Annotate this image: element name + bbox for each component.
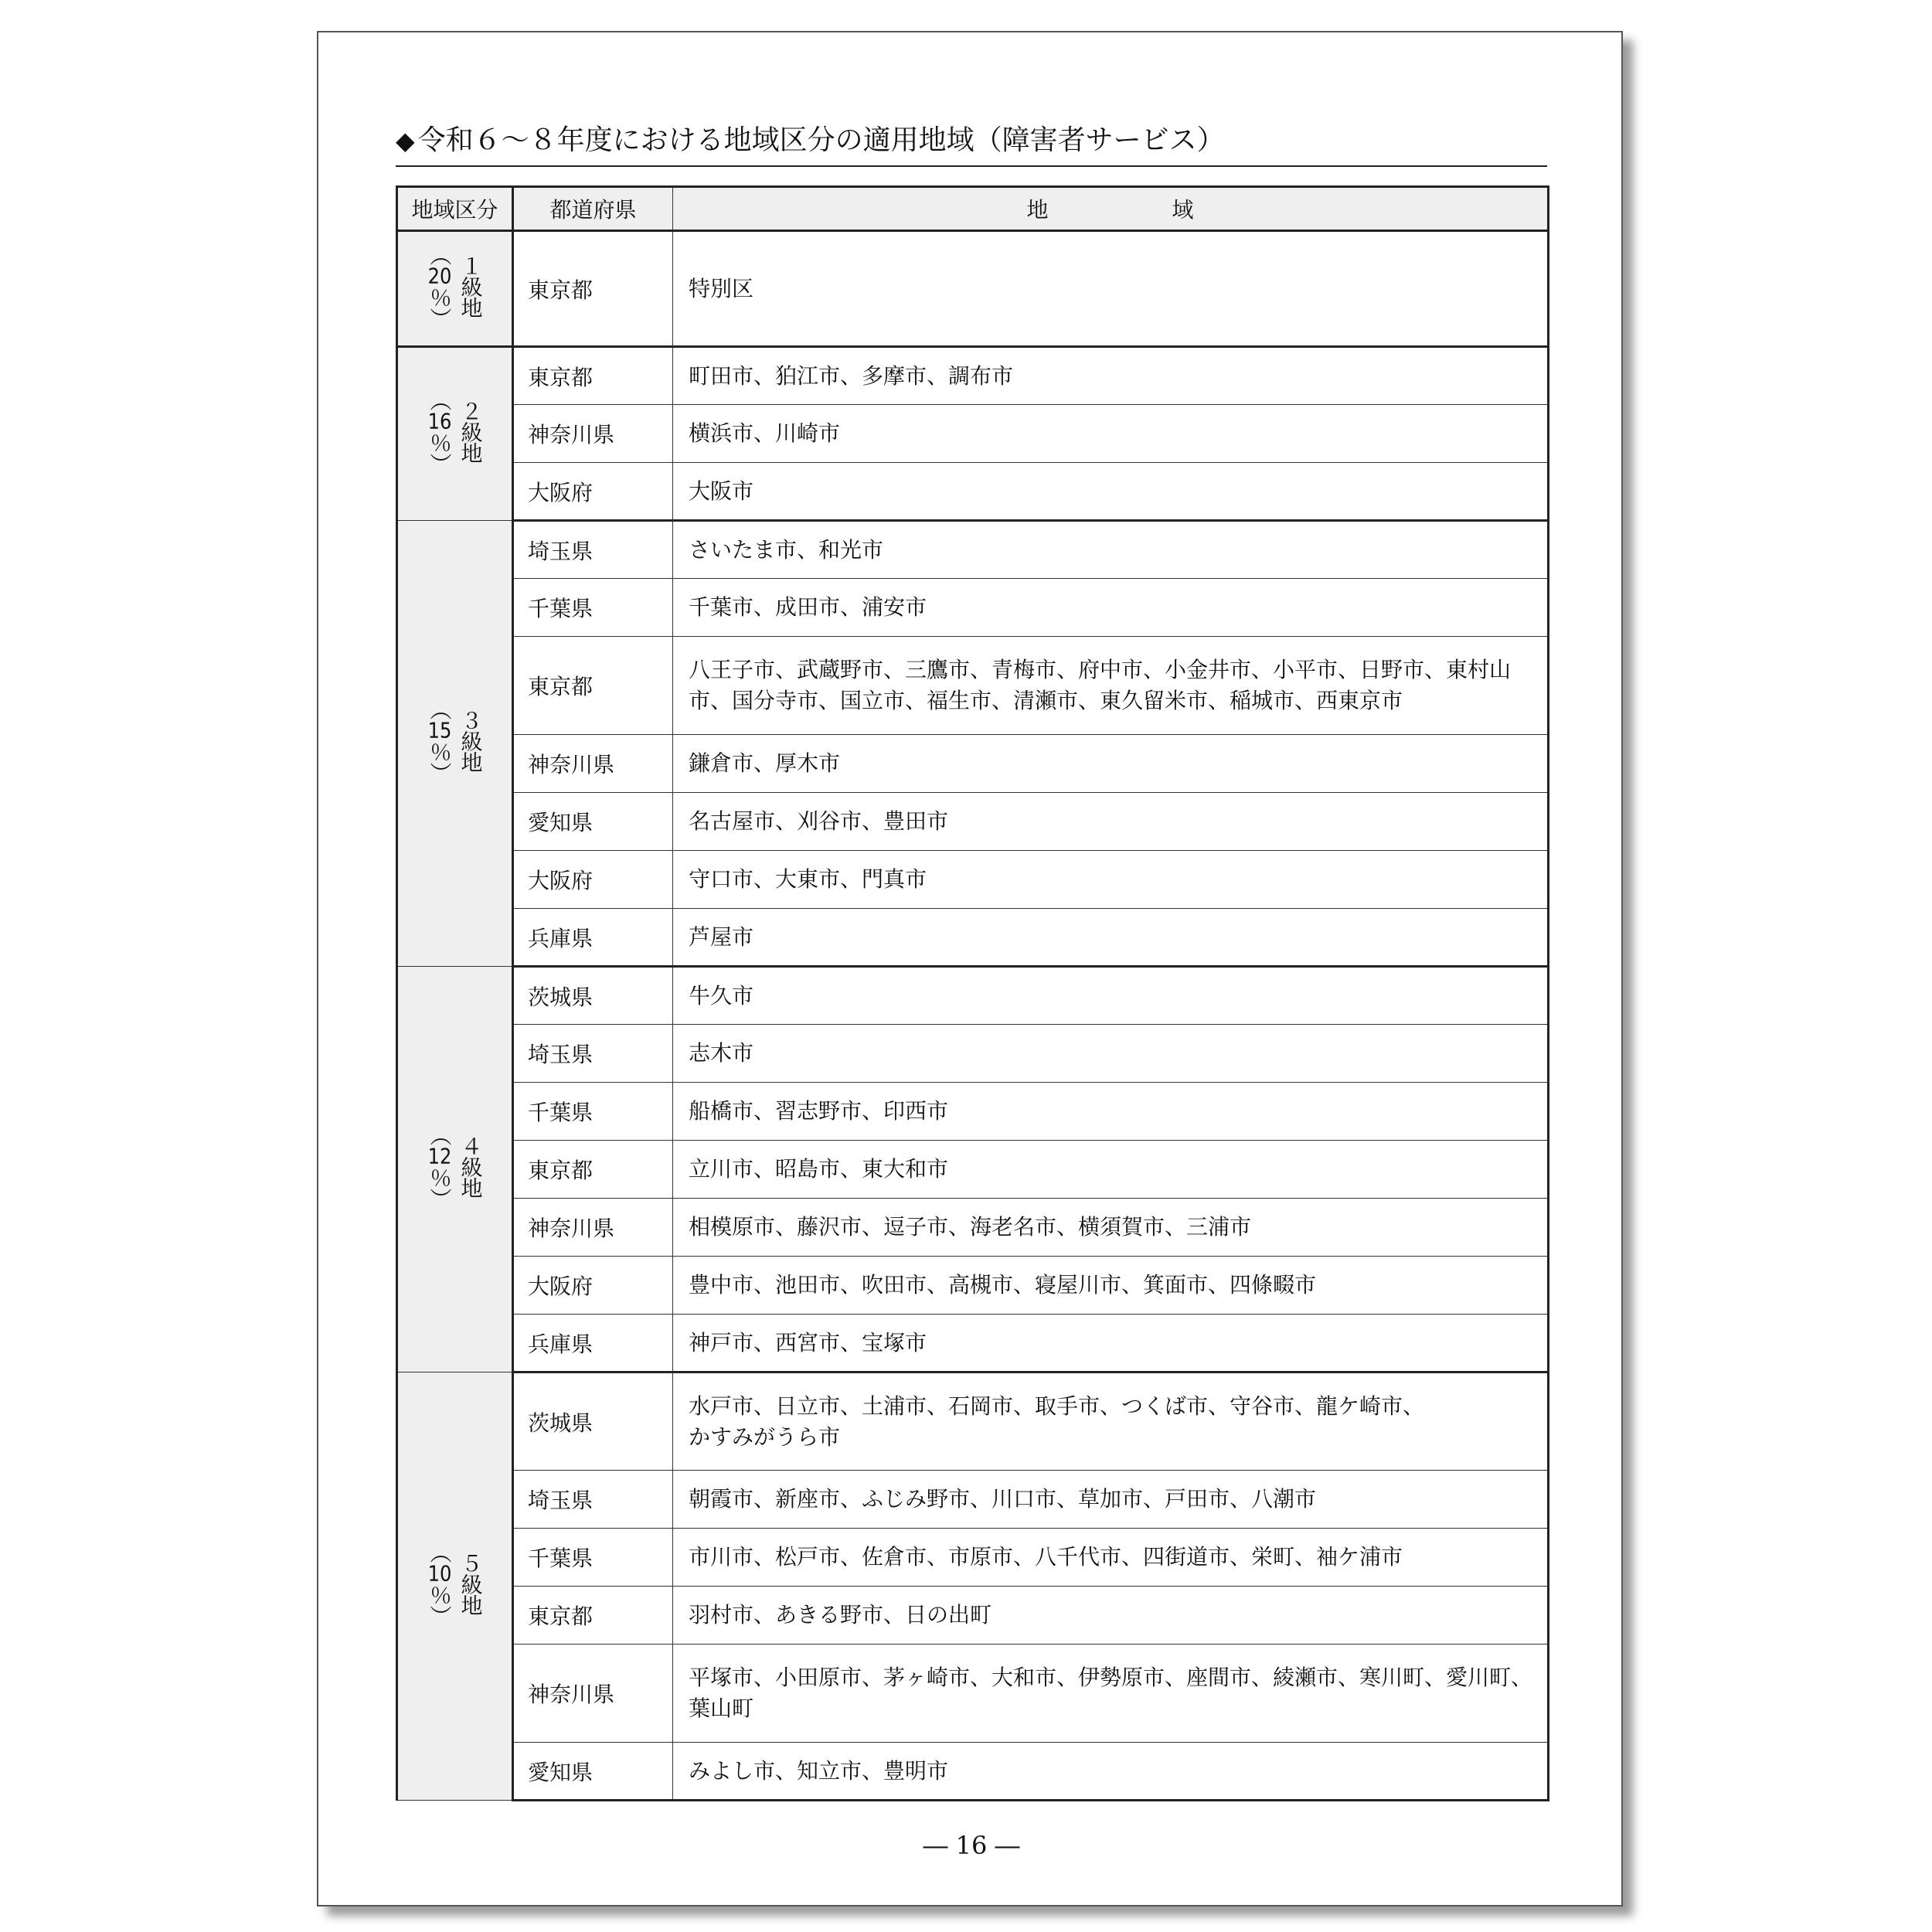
table-row <box>397 463 1549 521</box>
table-row <box>397 735 1549 793</box>
header-area-right: 域 <box>1172 197 1194 223</box>
prefecture-cell: 東京都 <box>513 1587 673 1645</box>
area-text: 八王子市、武蔵野市、三鷹市、青梅市、府中市、小金井市、小平市、日野市、東村山市、国分寺市、国立市、福生市、清瀬市、東久留米市、稲城市、西東京市 <box>689 657 1512 713</box>
area-cell <box>673 1471 1549 1529</box>
area-cell <box>673 637 1549 735</box>
table-row <box>397 1315 1549 1372</box>
grade-label <box>427 699 484 783</box>
area-cell <box>673 1529 1549 1587</box>
table-row <box>397 637 1549 735</box>
area-text: 神戸市、西宮市、宝塚市 <box>689 1329 927 1355</box>
grade-rate-value: 20 <box>427 264 452 287</box>
table-row <box>397 405 1549 463</box>
prefecture-cell: 千葉県 <box>513 1529 673 1587</box>
area-cell <box>673 1645 1549 1743</box>
table-row <box>397 1199 1549 1257</box>
table-body <box>397 231 1549 1801</box>
grade-rate: （12％） <box>427 1124 453 1209</box>
area-cell <box>673 1199 1549 1257</box>
area-text: 芦屋市 <box>689 923 754 950</box>
prefecture-cell: 埼玉県 <box>513 1471 673 1529</box>
grade-name: １級地 <box>457 254 484 318</box>
grade-label <box>427 244 484 328</box>
area-text: さいたま市、和光市 <box>689 536 884 563</box>
prefecture-cell: 愛知県 <box>513 1743 673 1801</box>
grade-cell <box>397 521 513 967</box>
page-title <box>396 124 1547 167</box>
grade-rate-value: 12 <box>427 1145 452 1167</box>
header-area <box>673 187 1549 231</box>
grade-rate: （15％） <box>427 699 453 783</box>
area-text: 市川市、松戸市、佐倉市、市原市、八千代市、四街道市、栄町、袖ケ浦市 <box>689 1544 1403 1570</box>
area-text: 横浜市、川崎市 <box>689 420 841 446</box>
title-text: 令和６～８年度における地域区分の適用地域（障害者サービス） <box>417 124 1225 156</box>
prefecture-cell: 埼玉県 <box>513 1025 673 1083</box>
table-row <box>397 231 1549 347</box>
area-text: 町田市、狛江市、多摩市、調布市 <box>689 362 1014 389</box>
grade-cell <box>397 967 513 1372</box>
table-row <box>397 851 1549 909</box>
grade-name: ５級地 <box>457 1552 484 1615</box>
prefecture-cell: 茨城県 <box>513 967 673 1025</box>
area-text: 平塚市、小田原市、茅ヶ崎市、大和市、伊勢原市、座間市、綾瀬市、寒川町、愛川町、葉山町 <box>689 1665 1533 1721</box>
grade-label <box>427 389 484 474</box>
document-page <box>317 31 1623 1906</box>
prefecture-cell: 神奈川県 <box>513 735 673 793</box>
header-area-left: 地 <box>1026 197 1049 223</box>
prefecture-cell: 千葉県 <box>513 579 673 637</box>
area-cell <box>673 909 1549 967</box>
area-text: 特別区 <box>689 275 754 301</box>
area-cell <box>673 405 1549 463</box>
area-cell <box>673 231 1549 347</box>
table-row <box>397 1025 1549 1083</box>
area-text: 朝霞市、新座市、ふじみ野市、川口市、草加市、戸田市、八潮市 <box>689 1486 1317 1512</box>
area-cell <box>673 1141 1549 1199</box>
area-text: 羽村市、あきる野市、日の出町 <box>689 1602 992 1628</box>
area-text: 相模原市、藤沢市、逗子市、海老名市、横須賀市、三浦市 <box>689 1214 1252 1240</box>
prefecture-cell: 東京都 <box>513 231 673 347</box>
prefecture-cell: 神奈川県 <box>513 405 673 463</box>
prefecture-cell: 東京都 <box>513 1141 673 1199</box>
grade-label <box>427 1124 484 1209</box>
area-cell <box>673 1257 1549 1315</box>
table-row <box>397 1743 1549 1801</box>
prefecture-cell: 愛知県 <box>513 793 673 851</box>
header-prefecture: 都道府県 <box>513 187 673 231</box>
area-text: 名古屋市、刈谷市、豊田市 <box>689 808 949 834</box>
table-row <box>397 1141 1549 1199</box>
table-row <box>397 1372 1549 1471</box>
grade-rate-value: 16 <box>427 410 452 432</box>
grade-name: ３級地 <box>457 709 484 772</box>
prefecture-cell: 神奈川県 <box>513 1645 673 1743</box>
prefecture-cell: 神奈川県 <box>513 1199 673 1257</box>
area-cell <box>673 851 1549 909</box>
area-text: 鎌倉市、厚木市 <box>689 750 841 776</box>
grade-rate-value: 15 <box>427 719 452 741</box>
region-table <box>396 185 1549 1801</box>
area-cell <box>673 579 1549 637</box>
table-row <box>397 1083 1549 1141</box>
area-cell <box>673 735 1549 793</box>
area-text: 守口市、大東市、門真市 <box>689 866 927 892</box>
diamond-icon: ◆ <box>396 126 415 155</box>
header-grade: 地域区分 <box>397 187 513 231</box>
area-cell <box>673 521 1549 579</box>
table-row <box>397 347 1549 405</box>
grade-label <box>427 1542 484 1626</box>
page-number: ― 16 ― <box>923 1831 1020 1860</box>
prefecture-cell: 東京都 <box>513 637 673 735</box>
grade-rate: （20％） <box>427 243 453 328</box>
prefecture-cell: 茨城県 <box>513 1372 673 1471</box>
area-text: 水戸市、日立市、土浦市、石岡市、取手市、つくば市、守谷市、龍ケ崎市、 <box>689 1393 1425 1419</box>
area-text: 立川市、昭島市、東大和市 <box>689 1156 949 1182</box>
table-row <box>397 521 1549 579</box>
area-cell <box>673 1372 1549 1471</box>
grade-rate: （16％） <box>427 389 453 474</box>
grade-name: ４級地 <box>457 1135 484 1198</box>
area-cell <box>673 1315 1549 1372</box>
prefecture-cell: 兵庫県 <box>513 909 673 967</box>
area-text: 船橋市、習志野市、印西市 <box>689 1098 949 1124</box>
prefecture-cell: 大阪府 <box>513 1257 673 1315</box>
table-header-row <box>397 187 1549 231</box>
area-text: 千葉市、成田市、浦安市 <box>689 594 927 620</box>
area-text: みよし市、知立市、豊明市 <box>689 1757 949 1784</box>
table-row <box>397 1529 1549 1587</box>
prefecture-cell: 兵庫県 <box>513 1315 673 1372</box>
area-cell <box>673 463 1549 521</box>
table-row <box>397 793 1549 851</box>
prefecture-cell: 千葉県 <box>513 1083 673 1141</box>
prefecture-cell: 大阪府 <box>513 463 673 521</box>
prefecture-cell: 埼玉県 <box>513 521 673 579</box>
table-row <box>397 1471 1549 1529</box>
area-text: 豊中市、池田市、吹田市、高槻市、寝屋川市、箕面市、四條畷市 <box>689 1272 1317 1298</box>
area-cell <box>673 793 1549 851</box>
table-row <box>397 1587 1549 1645</box>
table-row <box>397 1645 1549 1743</box>
grade-name: ２級地 <box>457 400 484 463</box>
area-cell <box>673 347 1549 405</box>
area-text: 志木市 <box>689 1040 754 1066</box>
area-cell <box>673 967 1549 1025</box>
table-row <box>397 967 1549 1025</box>
area-text: 牛久市 <box>689 982 754 1009</box>
grade-rate-value: 10 <box>427 1562 452 1584</box>
prefecture-cell: 東京都 <box>513 347 673 405</box>
area-cell <box>673 1743 1549 1801</box>
table-row <box>397 1257 1549 1315</box>
grade-cell <box>397 231 513 347</box>
table-row <box>397 909 1549 967</box>
grade-rate: （10％） <box>427 1541 453 1626</box>
grade-cell <box>397 1372 513 1801</box>
grade-cell <box>397 347 513 521</box>
area-cell <box>673 1025 1549 1083</box>
area-text-line2: かすみがうら市 <box>689 1423 841 1450</box>
area-cell <box>673 1587 1549 1645</box>
table-row <box>397 579 1549 637</box>
area-text: 大阪市 <box>689 478 754 504</box>
prefecture-cell: 大阪府 <box>513 851 673 909</box>
area-cell <box>673 1083 1549 1141</box>
